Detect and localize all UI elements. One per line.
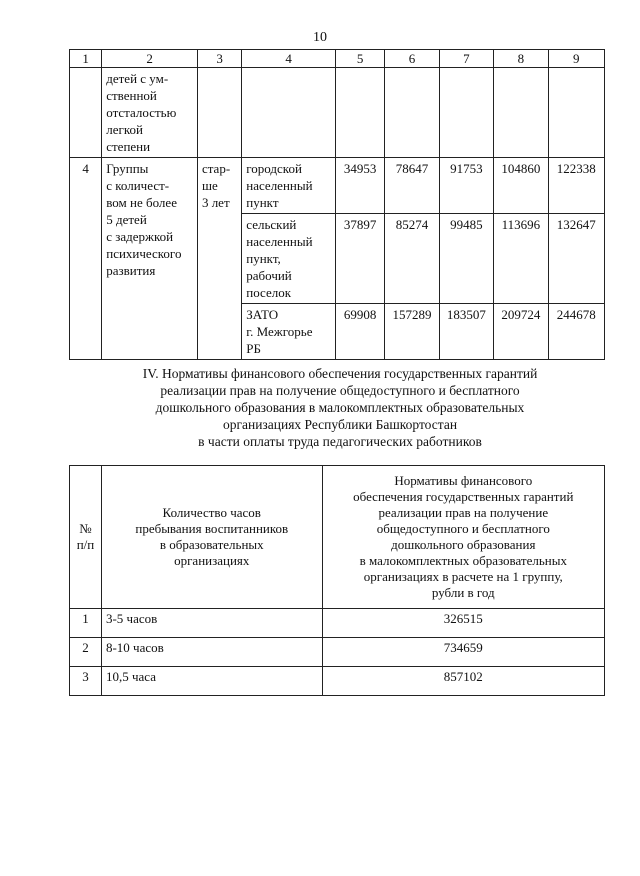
value-cell: 857102 [322,667,604,696]
value-cell: 122338 [548,158,604,214]
hours-cell: 10,5 часа [101,667,322,696]
column-number: 2 [102,50,198,68]
hours-cell: 3-5 часов [101,609,322,638]
location-label: ЗАТО г. Межгорье РБ [242,304,336,360]
value-cell: 78647 [385,158,439,214]
column-number: 9 [548,50,604,68]
header-number: № п/п [70,466,102,609]
table-row [70,68,605,158]
continuation-text: детей с ум- ственной отсталостью легкой степени [102,68,198,158]
value-cell: 37897 [335,214,384,304]
row-number: 1 [70,609,102,638]
value-cell: 34953 [335,158,384,214]
column-number: 8 [494,50,548,68]
column-number: 4 [242,50,336,68]
group-age: стар- ше 3 лет [197,158,241,360]
column-number: 7 [439,50,493,68]
value-cell: 69908 [335,304,384,360]
hours-cell: 8-10 часов [101,638,322,667]
column-number: 1 [70,50,102,68]
table-row [70,638,605,667]
value-cell: 157289 [385,304,439,360]
header-hours: Количество часов пребывания воспитанников в образовательных организациях [101,466,322,609]
header-norms: Нормативы финансового обеспечения государственных гарантий реализации прав на получение общедоступного и бесплатного дошкольного образования в малокомплектных образовательных организациях в расчете на 1 группу, рубли в год [322,466,604,609]
location-label: сельский населенный пункт, рабочий поселок [242,214,336,304]
table-row [70,158,605,214]
section-title: IV. Нормативы финансового обеспечения государственных гарантий реализации прав на получение общедоступного и бесплатного дошкольного образования в малокомплектных образовательных организациях Республики Башкортостан в части оплаты труда педагогических работников [142,366,538,449]
column-number: 5 [335,50,384,68]
page-number: 10 [313,30,327,45]
value-cell: 183507 [439,304,493,360]
value-cell: 85274 [385,214,439,304]
table-row [70,667,605,696]
group-number: 4 [70,158,102,360]
value-cell: 734659 [322,638,604,667]
value-cell: 113696 [494,214,548,304]
funding-table-groups [69,49,605,360]
group-name: Группы с количест- вом не более 5 детей с задержкой психического развития [102,158,198,360]
funding-table-hours [69,465,605,696]
row-number: 2 [70,638,102,667]
value-cell: 104860 [494,158,548,214]
value-cell: 99485 [439,214,493,304]
location-label: городской населенный пункт [242,158,336,214]
row-number: 3 [70,667,102,696]
column-number: 6 [385,50,439,68]
table-header-row [70,50,605,68]
value-cell: 209724 [494,304,548,360]
value-cell: 91753 [439,158,493,214]
value-cell: 326515 [322,609,604,638]
value-cell: 132647 [548,214,604,304]
table-header-row [70,466,605,609]
column-number: 3 [197,50,241,68]
table-row [70,609,605,638]
value-cell: 244678 [548,304,604,360]
